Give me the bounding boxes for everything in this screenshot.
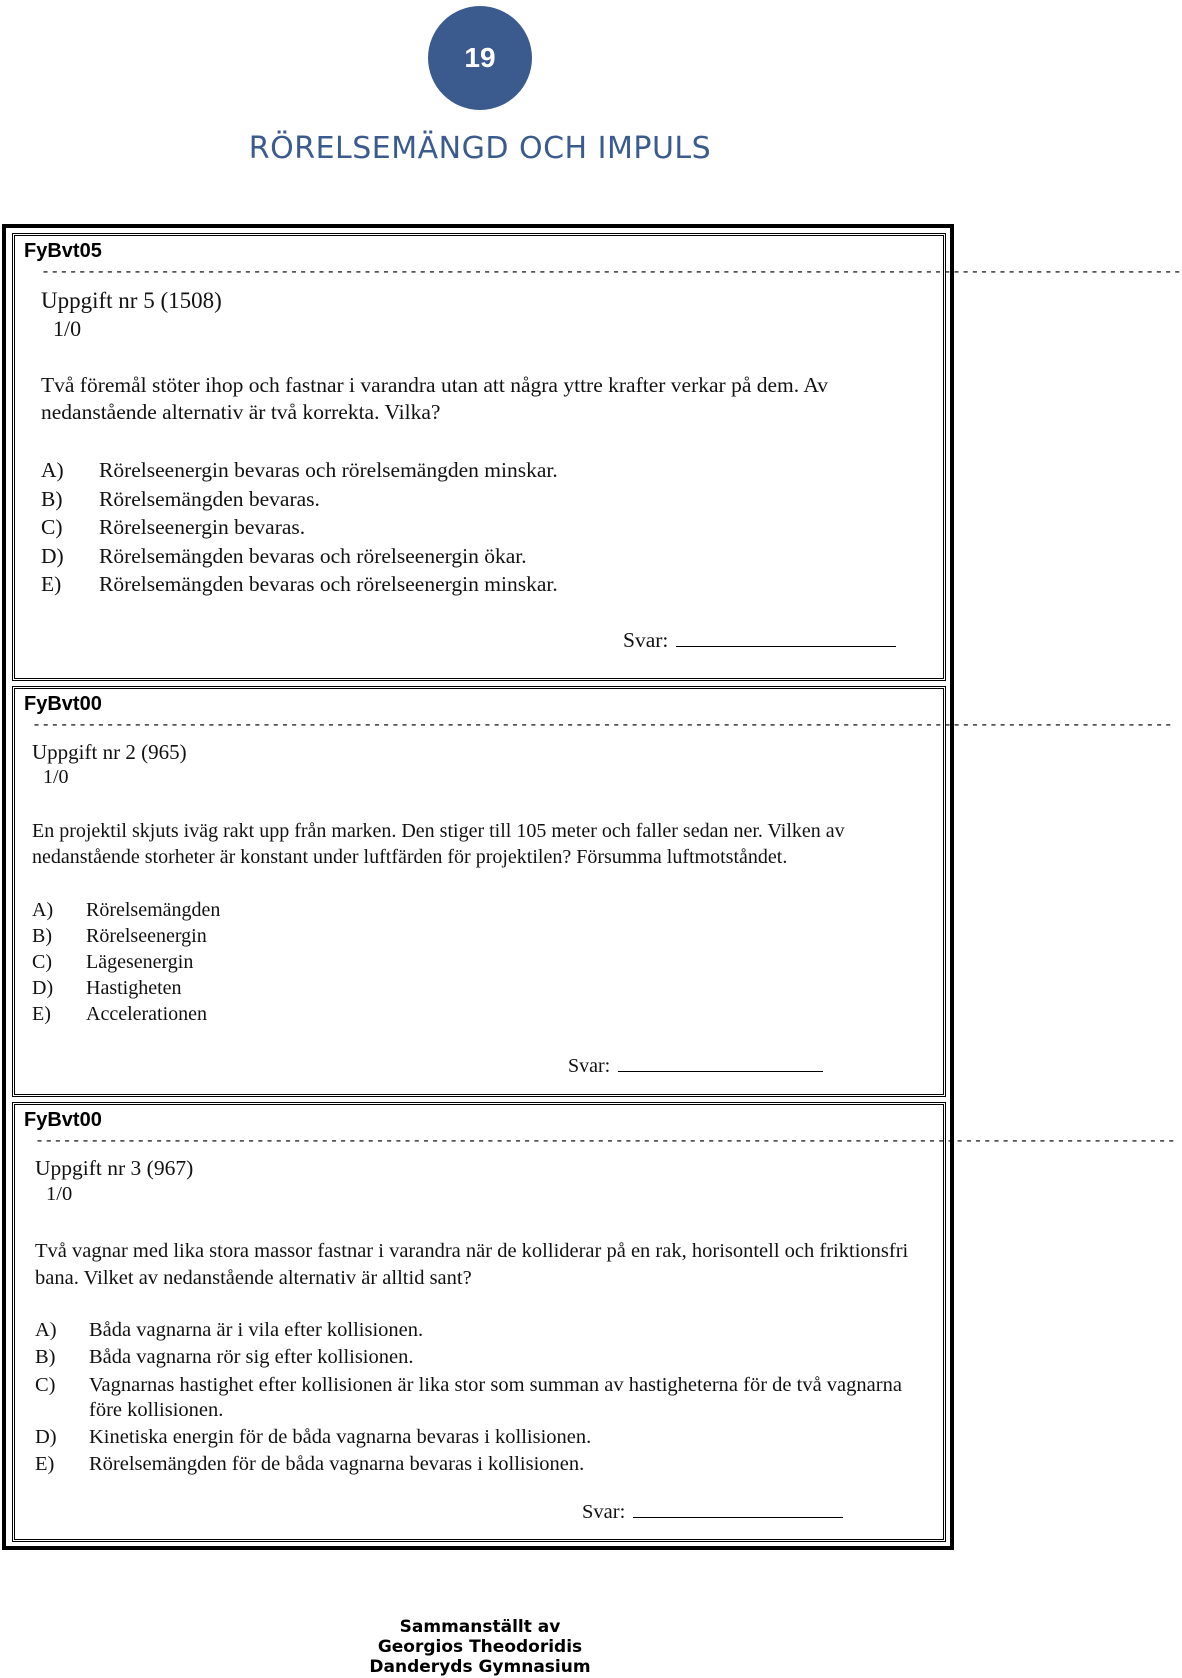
question-title: Uppgift nr 2 (965)	[32, 740, 187, 764]
footer	[0, 1617, 960, 1677]
option-letter: A)	[32, 899, 54, 921]
option-text: Rörelseenergin bevaras och rörelsemängden minskar.	[99, 458, 558, 482]
option-letter: B)	[41, 486, 63, 511]
question-points: 1/0	[43, 766, 69, 788]
question-box-2	[12, 686, 1173, 1097]
option-e	[35, 1453, 925, 1480]
option-c	[41, 515, 921, 544]
option-e	[32, 1003, 912, 1029]
option-letter: D)	[35, 1426, 57, 1448]
footer-line-2: Georgios Theodoridis	[377, 1637, 583, 1657]
answer-field[interactable]	[582, 1501, 843, 1524]
question-title: Uppgift nr 5 (1508)	[41, 288, 222, 313]
option-text: Rörelseenergin bevaras.	[99, 515, 306, 539]
option-c	[32, 951, 912, 977]
option-letter: D)	[32, 977, 54, 999]
answer-field[interactable]	[568, 1055, 823, 1078]
option-text: Rörelsemängden	[86, 899, 221, 921]
option-text: Lägesenergin	[86, 951, 194, 973]
question-points: 1/0	[53, 316, 82, 341]
option-b	[35, 1346, 925, 1373]
option-text: Rörelsemängden bevaras och rörelseenergin minskar.	[99, 572, 558, 596]
separator-line: ----------------------------------------------------------------------------------------------------------------------------	[32, 717, 1173, 734]
chapter-title: RÖRELSEMÄNGD OCH IMPULS	[248, 131, 712, 166]
option-letter: E)	[32, 1003, 51, 1025]
option-letter: E)	[41, 572, 62, 596]
answer-options	[32, 899, 912, 1029]
answer-label: Svar:	[623, 628, 669, 652]
answer-field[interactable]	[623, 628, 896, 653]
question-code: FyBvt05	[24, 240, 102, 262]
question-code: FyBvt00	[24, 1109, 102, 1131]
answer-label: Svar:	[582, 1501, 626, 1523]
question-code: FyBvt00	[24, 693, 102, 715]
option-text: Rörelsemängden bevaras.	[99, 486, 320, 511]
option-letter: C)	[41, 515, 63, 539]
question-title: Uppgift nr 3 (967)	[35, 1156, 194, 1180]
page-number-badge: 19	[428, 6, 532, 110]
option-text: Båda vagnarna rör sig efter kollisionen.	[89, 1346, 414, 1368]
question-text: En projektil skjuts iväg rakt upp från marken. Den stiger till 105 meter och faller sedan ner. Vilken av nedanstående storheter är konstant under luftfärden för projektilen? Försumma luftmotståndet.	[32, 820, 845, 868]
option-letter: B)	[32, 925, 52, 947]
answer-label: Svar:	[568, 1055, 611, 1077]
option-c	[35, 1373, 925, 1426]
question-text: Två vagnar med lika stora massor fastnar i varandra när de kolliderar på en rak, horisontell och friktionsfri bana. Vilket av nedanstående alternativ är alltid sant?	[35, 1240, 909, 1289]
answer-line[interactable]	[633, 1516, 843, 1518]
answer-line[interactable]	[618, 1070, 823, 1072]
question-text: Två föremål stöter ihop och fastnar i varandra utan att några yttre krafter verkar på dem. Av nedanstående alternativ är två korrekta. Vilka?	[41, 373, 828, 424]
option-d	[32, 977, 912, 1003]
option-text: Rörelsemängden bevaras och rörelseenergin ökar.	[99, 543, 527, 568]
option-d	[41, 544, 921, 573]
option-text: Kinetiska energin för de båda vagnarna bevaras i kollisionen.	[89, 1426, 592, 1448]
question-box-1	[12, 233, 1182, 681]
option-letter: E)	[35, 1453, 55, 1475]
option-letter: C)	[32, 951, 52, 973]
option-b	[41, 487, 921, 516]
footer-line-1: Sammanställt av	[399, 1617, 561, 1637]
option-text: Hastigheten	[86, 977, 182, 999]
option-e	[41, 572, 921, 601]
option-text: Rörelseenergin	[86, 925, 207, 947]
option-a	[32, 899, 912, 925]
option-a	[35, 1319, 925, 1346]
answer-options	[35, 1319, 925, 1480]
separator-line: ----------------------------------------------------------------------------------------------------------------------------	[41, 264, 1182, 281]
option-a	[41, 458, 921, 487]
question-box-3	[12, 1102, 1176, 1542]
option-letter: A)	[35, 1319, 57, 1341]
answer-line[interactable]	[676, 645, 896, 647]
option-text: Vagnarnas hastighet efter kollisionen är lika stor som summan av hastigheterna för de två vagnarna före kollisionen.	[89, 1374, 902, 1421]
option-letter: D)	[41, 543, 64, 568]
option-letter: C)	[35, 1374, 56, 1396]
question-points: 1/0	[46, 1183, 73, 1205]
footer-line-3: Danderyds Gymnasium	[369, 1657, 591, 1677]
option-text: Rörelsemängden för de båda vagnarna bevaras i kollisionen.	[89, 1453, 585, 1475]
option-d	[35, 1426, 925, 1453]
option-letter: B)	[35, 1346, 56, 1368]
separator-line: ----------------------------------------------------------------------------------------------------------------------------	[35, 1133, 1176, 1150]
option-letter: A)	[41, 458, 64, 482]
option-text: Accelerationen	[86, 1003, 208, 1025]
answer-options	[41, 458, 921, 601]
option-b	[32, 925, 912, 951]
option-text: Båda vagnarna är i vila efter kollisionen.	[89, 1319, 424, 1341]
